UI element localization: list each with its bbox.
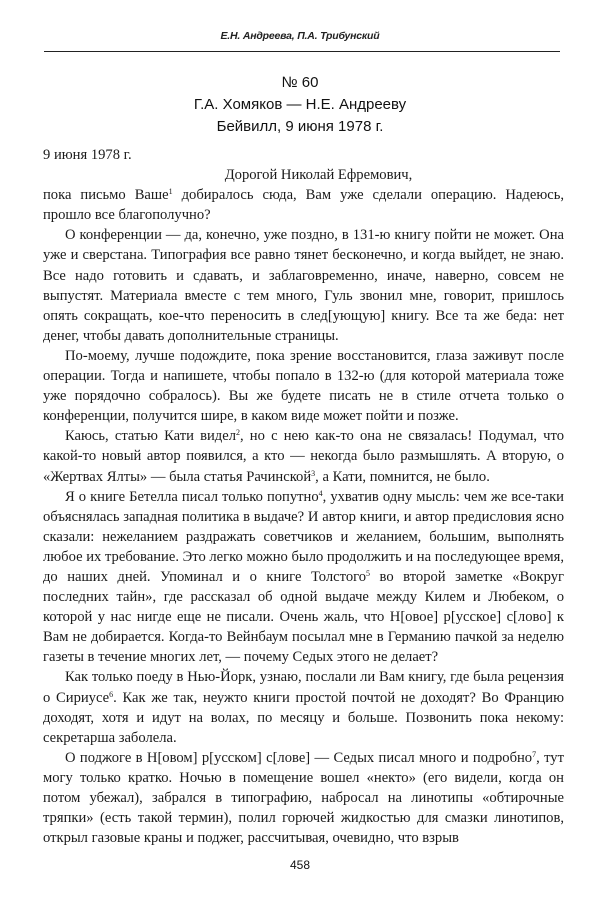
letter-body bbox=[43, 145, 564, 848]
footnote-ref[interactable]: 6 bbox=[109, 689, 114, 699]
letter-date: 9 июня 1978 г. bbox=[43, 147, 132, 163]
page-number: 458 bbox=[289, 858, 311, 872]
footnote-ref[interactable]: 3 bbox=[311, 468, 316, 478]
document-title: Г.А. Хомяков — Н.Е. Андрееву bbox=[193, 96, 407, 113]
document-place-date: Бейвилл, 9 июня 1978 г. bbox=[216, 118, 384, 135]
paragraph-1: пока письмо Ваше$^1$ добиралось сюда, Вам уже сделали операцию. Надеюсь, прошло все благополучно? bbox=[43, 187, 564, 224]
footnote-ref[interactable]: 1 bbox=[168, 187, 173, 197]
paragraph-7: О поджоге в Н[овом] р[усском] с[лове] — Седых писал много и подробно$^7$, тут могу только кратко. Ночью в помещение вошел «некто» (его видели, когда он потом убежал), забрался в типографию, набросал на линотипы «обтирочные тряпки» (есть такой термин), полил горючей жидкостью для смазки линотипов, открыл газовые краны и поджег, рассчитывая, очевидно, что взрыв bbox=[43, 749, 564, 847]
paragraph-5: Я о книге Бетелла писал только попутно$^4$, ухватив одну мысль: чем же все-таки объяснялась западная политика в выдаче? И автор книги, и автор предисловия ясно сказали: нежеланием раздражать советчиков и желанием, большим, выполнять любое их требование. Это легко можно было продолжить и на последующее время, до наших дней. Упоминал и о книге Толстого$^5$ во второй заметке «Вокруг последних тайн», где рассказал об одной выдаче между Килем и Любеком, о которой у нас нигде еще не писали. Очень жаль, что Н[овое] р[усское] с[лово] к Вам не добирается. Когда-то Вейнбаум посылал мне в Германию пачкой за неделю газеты в течение многих лет, — почему Седых этого не делает? bbox=[43, 488, 564, 666]
paragraph-3: По-моему, лучше подождите, пока зрение восстановится, глаза заживут после операции. Тогда и напишете, чтобы попало в 132-ю (для которой материала тоже уже порядочно собралось). Вы же будете писать не в стиле отчета только о конференции, получится шире, в каком виде может пойти и позже. bbox=[43, 347, 564, 425]
paragraph-4: Каюсь, статью Кати видел$^2$, но с нею как-то она не связалась! Подумал, что какой-то новый автор появился, а кто — некогда было размышлять. А вторую, о «Жертвах Ялты» — была статья Рачинской$^3$, а Кати, помнится, не было. bbox=[43, 428, 564, 485]
footnote-ref[interactable]: 5 bbox=[366, 568, 371, 578]
paragraph-2: О конференции — да, конечно, уже поздно, в 131-ю книгу пойти не может. Она уже и сверстана. Типография все равно тянет бесконечно, и когда выйдет, не знаю. Все надо готовить и сдавать, и заблаговременно, иначе, наверно, совсем не выпустят. Материала вместе с тем много, Гуль звонил мне, говорит, пришлось опять сокращать, кое-что переносить в след[ующую] книгу. Все та же беда: нет денег, чтобы давать дополнительные страницы. bbox=[43, 227, 564, 344]
letter-salutation: Дорогой Николай Ефремович, bbox=[224, 167, 413, 184]
footnote-ref[interactable]: 2 bbox=[235, 428, 240, 438]
header-rule bbox=[44, 51, 560, 52]
running-head: Е.Н. Андреева, П.А. Трибунский bbox=[220, 30, 380, 42]
footnote-ref[interactable]: 7 bbox=[532, 749, 537, 759]
paragraph-6: Как только поеду в Нью-Йорк, узнаю, послали ли Вам книгу, где была рецензия о Сириусе$^6$. Как же так, неужто книги простой почтой не доходят? Во Францию доходят, хотя и идут на волах, по месяцу и больше. Позвонить пока некому: секретарша заболела. bbox=[43, 669, 565, 746]
footnote-ref[interactable]: 4 bbox=[318, 488, 323, 498]
document-number: № 60 bbox=[281, 74, 319, 91]
